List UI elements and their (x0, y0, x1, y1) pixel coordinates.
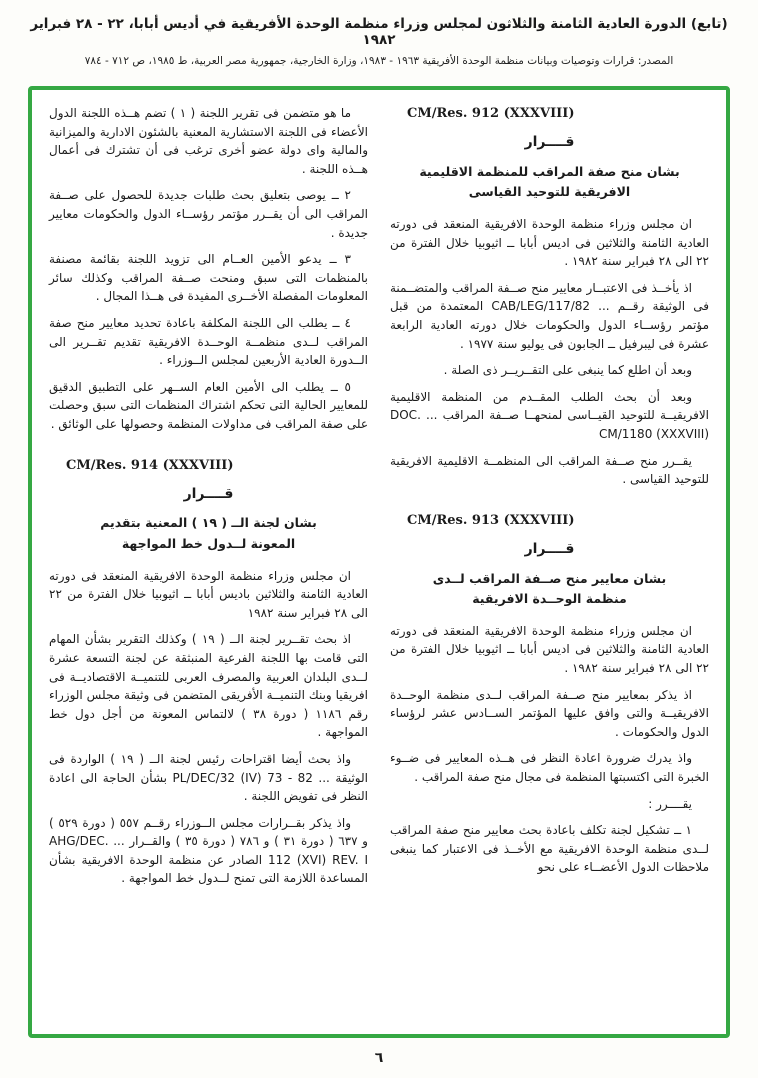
paragraph: اذ بحث تقــرير لجنة الــ ( ١٩ ) وكذلك التقرير بشأن المهام التى قامت بها اللجنة الفرعية المنبثقة عن لجنة التسعة عشرة لــدى البلدان العربية والمصرف العربى للتنميــة الاقتصاديــة فى افريقيا وبنك التنميــة الأفريقى المتضمن فى وثيقة مجلس الوزراء رقم ١١٨٦ ( دورة ٣٨ ) لالتماس المعونة من أجل دول خط المواجهة . (49, 632, 368, 740)
resolution-912-subtitle (390, 162, 709, 203)
paragraph: اذ يذكر بمعايير منح صــفة المراقب لــدى منظمة الوحــدة الافريقيــة والتى وافق عليها المؤتمر الســادس عشر لرؤساء الدول والحكومات . (390, 687, 709, 739)
paragraph: ٥ ــ يطلب الى الأمين العام الســهر على التطبيق الدقيق للمعايير الحالية التى تحكم اشتراك المنظمات التى سبق وحصلت على صفة المراقب فى مداولات المنظمة وحصولها على الوثائق . (49, 379, 368, 431)
column-right (390, 104, 709, 1020)
page-header (24, 16, 734, 67)
subtitle-line: بشان منح صفة المراقب للمنظمة الاقليمية (419, 163, 680, 179)
column-left (49, 104, 368, 1020)
resolution-913-ref: CM/Res. 913 (XXXVIII) (407, 512, 575, 528)
resolution-914-heading: قــــرار (183, 485, 234, 502)
page-footer (0, 1050, 758, 1066)
paragraph: يقــرر منح صــفة المراقب الى المنظمــة الاقليمية الافريقية للتوحيد القياسى . (390, 453, 709, 487)
paragraph: ١ ــ تشكيل لجنة تكلف باعادة بحث معايير منح صفة المراقب لــدى منظمة الوحدة الافريقية مع الأخــذ فى الاعتبار كما ينبغى ملاحظات الدول الأعضــاء على نحو (390, 823, 709, 875)
page-number: ٦ (374, 1050, 384, 1066)
resolution-913-subtitle (390, 569, 709, 610)
subtitle-line: بشان معايير منح صــفة المراقب لــدى (432, 570, 667, 586)
paragraph: ان مجلس وزراء منظمة الوحدة الافريقية المنعقد فى دورته العادية الثامنة والثلاثين فى اديس أبابا ــ اثيوبيا خلال الفترة من ٢٢ الى ٢٨ فبراير سنة ١٩٨٢ . (390, 623, 709, 676)
resolution-913-heading: قــــرار (524, 540, 575, 557)
paragraph: وبعد أن بحث الطلب المقــدم من المنظمة الاقليمية الافريقيــة للتوحيد القيــاسى لمنحهــا صــفة المراقب ... DOC. CM/1180 (XXXVIII) (390, 389, 709, 442)
document-frame (28, 86, 730, 1038)
paragraph: اذ يأخــذ فى الاعتبــار معايير منح صــفة المراقب والمتضــمنة فى الوثيقة رقــم ... CAB/LEG/117/82 المعتمدة من قبل مؤتمر رؤســاء الدول والحكومات خلال دورته العادية الرابعة عشرة فى ليبرفيل ــ الجابون فى يوليو سنة ١٩٧٧ . (390, 280, 709, 351)
resolution-912-ref: CM/Res. 912 (XXXVIII) (407, 106, 575, 121)
resolution-914-subtitle (49, 513, 368, 554)
two-column-layout (32, 90, 726, 1034)
paragraph: واذ يذكر بقــرارات مجلس الــوزراء رقــم ٥٥٧ ( دورة ٥٢٩ ) و ٦٣٧ ( دورة ٣١ ) و ٧٨٦ ( دورة ٣٥ ) والقــرار ... AHG/DEC. 112 (XVI) REV. I الصادر عن منظمة الوحدة الافريقية بشأن المساعدة اللازمة التى تمنح لــدول خط المواجهة . (49, 815, 369, 886)
subtitle-line: المعونة لــدول خط المواجهة (121, 535, 296, 551)
resolution-913-continuation (49, 104, 368, 434)
resolution-912-heading: قــــرار (524, 134, 575, 151)
header-session-title: (تابع) الدورة العادية الثامنة والثلاثون لمجلس وزراء منظمة الوحدة الأفريقية في أديس أبابا، ٢٢ - ٢٨ فبراير ١٩٨٢ (30, 16, 728, 48)
paragraph: وبعد أن اطلع كما ينبغى على التقــريــر ذى الصلة . (443, 363, 692, 378)
resolution-913 (390, 511, 709, 877)
header-source-line: المصدر: قرارات وتوصيات وبيانات منظمة الوحدة الأفريقية ١٩٦٣ - ١٩٨٣، وزارة الخارجية، جمهورية مصر العربية، ط ١٩٨٥، ص ٧١٢ - ٧٨٤ (84, 55, 674, 67)
paragraph: ٤ ــ يطلب الى اللجنة المكلفة باعادة تحديد معايير منح صفة المراقب لــدى منظمــة الوحــدة الافريقية تقديم تقــرير الى الــدورة العادية الأربعين لمجلس الــوزراء . (49, 315, 368, 368)
paragraph: ما هو متضمن فى تقرير اللجنة ( ١ ) تضم هــذه اللجنة الدول الأعضاء فى اللجنة الاستشارية المعنية بالشئون الادارية والميزانية والمالية واى دولة عضو أخرى ترغب فى أن تشترك فى أعمال هــذه اللجنة . (49, 106, 368, 176)
resolution-914 (49, 456, 368, 889)
paragraph: ٢ ــ يوصى بتعليق بحث طلبات جديدة للحصول على صــفة المراقب الى أن يقــرر مؤتمر رؤســاء الدول والحكومات معايير جديدة . (49, 188, 368, 240)
paragraph: ٣ ــ يدعو الأمين العــام الى تزويد اللجنة بقائمة مصنفة بالمنظمات التى سبق ومنحت صــفة المراقب وكذلك سائر المعلومات المفصلة الأخــرى المفيدة فى هــذا المجال . (49, 252, 368, 304)
paragraph: ان مجلس وزراء منظمة الوحدة الافريقية المنعقد فى دورته العادية الثامنة والثلاثين فى اديس أبابا ــ اثيوبيا خلال الفترة من ٢٢ الى ٢٨ فبراير سنة ١٩٨٢ . (390, 217, 709, 269)
paragraph: ان مجلس وزراء منظمة الوحدة الافريقية المنعقد فى دورته العادية الثامنة والثلاثين باديس أبابا ــ اثيوبيا خلال الفترة من ٢٢ الى ٢٨ فبراير سنة ١٩٨٢ (49, 568, 368, 620)
subtitle-line: منظمة الوحــدة الافريقية (472, 591, 627, 607)
resolution-914-ref: CM/Res. 914 (XXXVIII) (66, 457, 234, 473)
paragraph: واذ بحث أيضا اقتراحات رئيس لجنة الــ ( ١٩ ) الواردة فى الوثيقة ... PL/DEC/32 (IV) 73 - 82 بشأن الحاجة الى اعادة النظر فى تفويض اللجنة . (49, 751, 368, 804)
subtitle-line: الافريقية للتوحيد القياسى (468, 184, 631, 200)
subtitle-line: بشان لجنة الــ ( ١٩ ) المعنية بتقديم (100, 515, 317, 531)
paragraph: واذ يدرك ضرورة اعادة النظر فى هــذه المعايير فى ضــوء الخبرة التى اكتسبتها المنظمة فى مجال منح صفة المراقب . (390, 751, 709, 785)
paragraph: يقــــرر : (648, 796, 692, 811)
resolution-912 (390, 104, 709, 489)
